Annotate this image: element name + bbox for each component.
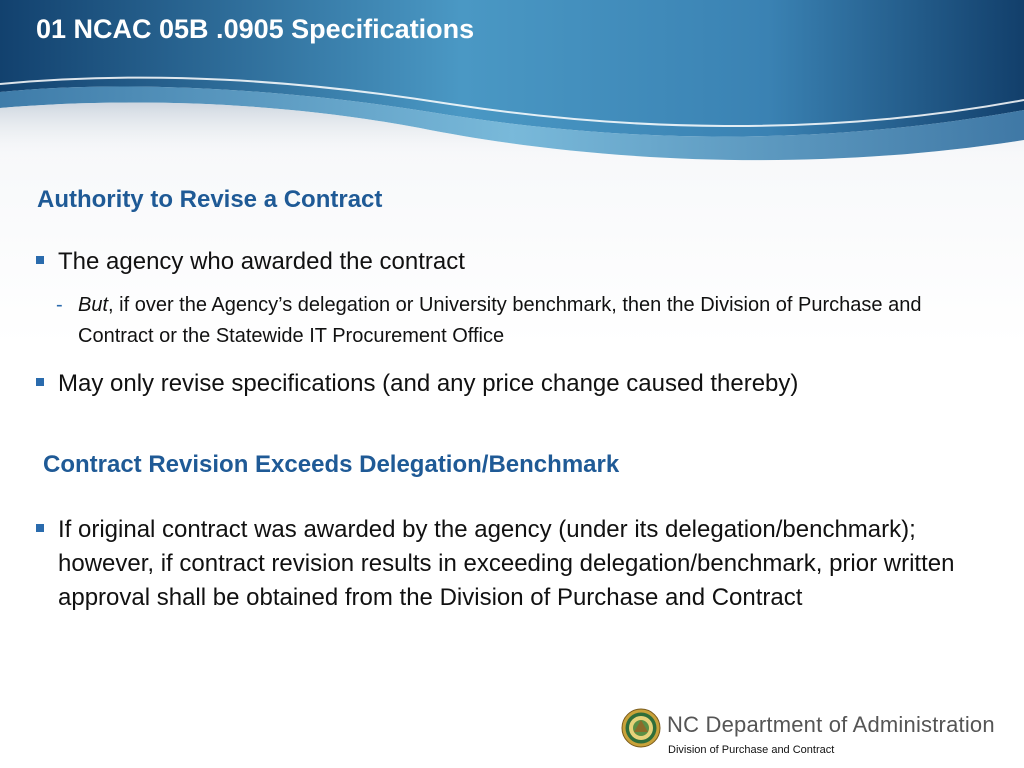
footer-org-name: NC Department of Administration bbox=[667, 712, 995, 737]
sub-bullet-emphasis: But bbox=[78, 294, 109, 316]
sub-bullet-body: , if over the Agency’s delegation or University benchmark, then the Division of Purchase and Contract or the Statewide IT Procurement Office bbox=[78, 294, 922, 347]
square-bullet-icon bbox=[36, 256, 44, 264]
bullet-text: If original contract was awarded by the agency (under its delegation/benchmark); however, if contract revision results in exceeding delegation/benchmark, prior written approval shall be obtained from the Division of Purchase and Contract bbox=[58, 516, 955, 611]
footer-division-name: Division of Purchase and Contract bbox=[668, 744, 835, 756]
section-heading-authority: Authority to Revise a Contract bbox=[37, 186, 383, 213]
bullet-text: The agency who awarded the contract bbox=[58, 248, 465, 275]
slide-title: 01 NCAC 05B .0905 Specifications bbox=[36, 14, 475, 44]
bullet-item bbox=[36, 367, 976, 401]
bullet-item bbox=[36, 245, 976, 279]
dash-bullet-icon: - bbox=[56, 294, 63, 316]
section-heading-exceeds: Contract Revision Exceeds Delegation/Benchmark bbox=[43, 451, 620, 478]
bullet-item bbox=[36, 513, 986, 615]
sub-bullet-text bbox=[78, 290, 976, 352]
square-bullet-icon bbox=[36, 378, 44, 386]
square-bullet-icon bbox=[36, 524, 44, 532]
sub-bullet-item bbox=[56, 290, 976, 352]
nc-state-seal-icon bbox=[621, 708, 661, 748]
bullet-text: May only revise specifications (and any price change caused thereby) bbox=[58, 370, 799, 397]
